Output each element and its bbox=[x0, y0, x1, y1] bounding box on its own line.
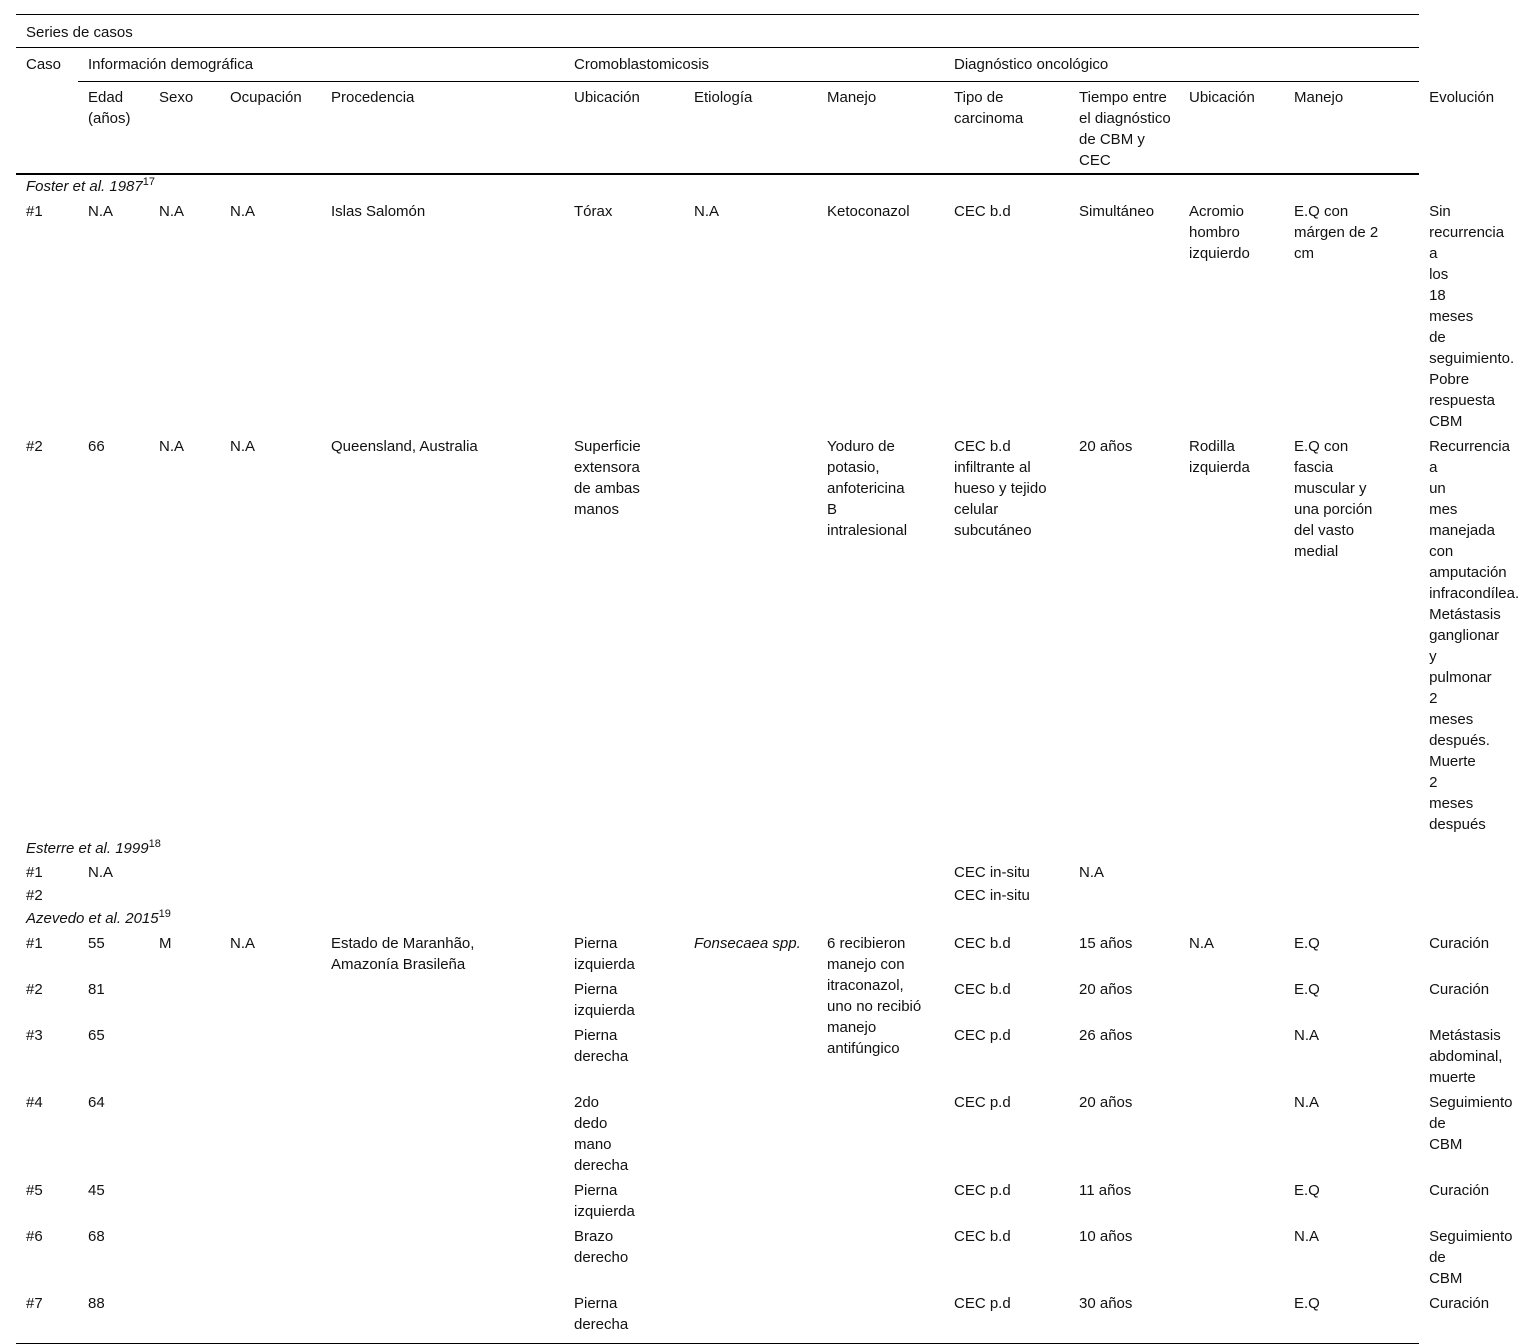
cell-empty bbox=[220, 884, 321, 907]
cell-tipo: CEC b.d bbox=[954, 203, 1011, 220]
cell-sexo: M bbox=[159, 935, 172, 952]
cell-empty bbox=[684, 861, 817, 884]
cell-caso: #2 bbox=[26, 981, 43, 998]
cell-tipo: CEC b.d infiltrante al hueso y tejido celular subcutáneo bbox=[954, 438, 1047, 539]
cell-empty bbox=[684, 1178, 817, 1224]
source-title: Azevedo et al. 2015 bbox=[26, 910, 159, 927]
cell-ubicacion-cbm: 2do dedo mano derecha bbox=[574, 1094, 629, 1174]
cell-empty bbox=[684, 1090, 817, 1178]
group-header-row bbox=[16, 48, 1419, 82]
cell-ubicacion-cbm: Pierna derecha bbox=[574, 1027, 629, 1065]
table-row: #5 45 Pierna izquierda CEC p.d 11 años E.Q Curación bbox=[16, 1178, 1419, 1224]
cell-caso: #2 bbox=[26, 887, 43, 904]
cell-tipo: CEC p.d bbox=[954, 1094, 1011, 1111]
source-row bbox=[16, 174, 1419, 199]
cell-caso: #1 bbox=[26, 935, 43, 952]
cell-tipo: CEC p.d bbox=[954, 1182, 1011, 1199]
cell-manejo-cec: E.Q con márgen de 2 cm bbox=[1294, 203, 1379, 262]
cell-empty bbox=[149, 977, 220, 1023]
case-series-table-container bbox=[16, 14, 1519, 1344]
cell-tipo: CEC in-situ bbox=[954, 887, 1030, 904]
cell-tipo: CEC b.d bbox=[954, 1228, 1011, 1245]
cell-empty bbox=[1179, 1023, 1284, 1090]
cell-empty bbox=[1179, 1224, 1284, 1291]
cell-empty bbox=[78, 884, 149, 907]
cell-caso: #5 bbox=[26, 1182, 43, 1199]
cell-empty bbox=[321, 1178, 564, 1224]
table-caption: Series de casos bbox=[26, 24, 133, 41]
cell-ubicacion-cbm: Pierna izquierda bbox=[574, 981, 635, 1019]
cell-tiempo: 20 años bbox=[1079, 1094, 1133, 1111]
cell-empty bbox=[321, 1224, 564, 1291]
cell-empty bbox=[1179, 861, 1284, 884]
source-ref: 19 bbox=[158, 908, 171, 920]
cell-tipo: CEC p.d bbox=[954, 1295, 1011, 1312]
cell-ubicacion-cec: Rodilla izquierda bbox=[1189, 438, 1250, 476]
cell-empty bbox=[220, 1291, 321, 1337]
cell-manejo-cec: E.Q bbox=[1294, 1182, 1320, 1199]
cell-empty bbox=[220, 977, 321, 1023]
cell-ocupacion: N.A bbox=[230, 438, 256, 455]
cell-empty bbox=[220, 1224, 321, 1291]
table-row bbox=[16, 861, 1419, 884]
cell-empty bbox=[817, 861, 944, 884]
cell-empty bbox=[684, 1291, 817, 1337]
cell-ubicacion-cbm: Superficie extensora de ambas manos bbox=[574, 438, 641, 518]
cell-edad: 81 bbox=[88, 981, 105, 998]
cell-procedencia: Queensland, Australia bbox=[331, 438, 478, 455]
header-oncologico: Diagnóstico oncológico bbox=[944, 48, 1419, 82]
source-label bbox=[16, 837, 1419, 861]
source-ref: 17 bbox=[142, 176, 155, 188]
header-caso: Caso bbox=[16, 48, 78, 175]
cell-empty bbox=[684, 1023, 817, 1090]
cell-empty bbox=[220, 1023, 321, 1090]
cell-manejo-cec: E.Q bbox=[1294, 1295, 1320, 1312]
cell-empty bbox=[1069, 884, 1179, 907]
cell-ubicacion-cbm: Brazo derecho bbox=[574, 1228, 629, 1266]
subheader-procedencia: Procedencia bbox=[331, 89, 415, 106]
subheader-tipo-carcinoma: Tipo de carcinoma bbox=[954, 89, 1024, 127]
table-title-row bbox=[16, 15, 1419, 48]
cell-ubicacion-cbm: Tórax bbox=[574, 203, 613, 220]
cell-tipo: CEC b.d bbox=[954, 935, 1011, 952]
cell-manejo-cec: E.Q bbox=[1294, 935, 1320, 952]
source-row bbox=[16, 837, 1419, 861]
cell-caso: #2 bbox=[26, 438, 43, 455]
cell-manejo-cec: E.Q con fascia muscular y una porción del vasto medial bbox=[1294, 438, 1373, 560]
source-label bbox=[16, 174, 1419, 199]
table-bottom-rule bbox=[16, 1337, 1419, 1344]
header-cromoblastomicosis: Cromoblastomicosis bbox=[564, 48, 944, 82]
table-row: #3 65 Pierna derecha CEC p.d 26 años N.A Metástasis abdominal, muerte bbox=[16, 1023, 1419, 1090]
cell-etiologia bbox=[684, 434, 817, 837]
cell-ubicacion-cbm: Pierna izquierda bbox=[574, 935, 635, 973]
cell-empty bbox=[321, 884, 564, 907]
cell-ubicacion-cec: Acromio hombro izquierdo bbox=[1189, 203, 1250, 262]
cell-edad: 88 bbox=[88, 1295, 105, 1312]
cell-caso: #1 bbox=[26, 203, 43, 220]
cell-empty bbox=[1179, 1291, 1284, 1337]
cell-tipo: CEC in-situ bbox=[954, 864, 1030, 881]
bottom-rule-cell bbox=[16, 1337, 1419, 1344]
cell-caso: #4 bbox=[26, 1094, 43, 1111]
cell-tiempo: 26 años bbox=[1079, 1027, 1133, 1044]
cell-empty bbox=[149, 1090, 220, 1178]
cell-caso: #6 bbox=[26, 1228, 43, 1245]
cell-empty bbox=[149, 1291, 220, 1337]
cell-sexo: N.A bbox=[159, 203, 185, 220]
cell-manejo-cbm: Ketoconazol bbox=[827, 203, 910, 220]
cell-ocupacion: N.A bbox=[230, 203, 256, 220]
subheader-manejo-cec: Manejo bbox=[1294, 89, 1344, 106]
cell-manejo-cec: N.A bbox=[1294, 1027, 1320, 1044]
source-title: Esterre et al. 1999 bbox=[26, 840, 149, 857]
cell-empty bbox=[1179, 884, 1284, 907]
cell-ubicacion-cbm: Pierna izquierda bbox=[574, 1182, 635, 1220]
source-label bbox=[16, 907, 1419, 931]
cell-etiologia: Fonsecaea spp. bbox=[694, 935, 801, 952]
cell-empty bbox=[1179, 1178, 1284, 1224]
cell-tiempo: Simultáneo bbox=[1079, 203, 1155, 220]
table-row: #2 66 N.A N.A Queensland, Australia Superficie extensora de ambas manos Yoduro de potasio, anfotericina B intralesional CEC b.d infiltrante al hueso y tejido celular subcutáneo 20 años Rodilla izquierda E.Q con fascia muscular y una porción del vasto medial Recurrencia a un mes manejada con amputación infracondílea. Metástasis ganglionar y pulmonar 2 meses después. Muerte 2 meses después bbox=[16, 434, 1419, 837]
table-row: #7 88 Pierna derecha CEC p.d 30 años E.Q Curación bbox=[16, 1291, 1419, 1337]
cell-empty bbox=[220, 861, 321, 884]
cell-tiempo: 11 años bbox=[1079, 1182, 1132, 1199]
subheader-edad: Edad (años) bbox=[88, 89, 131, 127]
subheader-ocupacion: Ocupación bbox=[230, 89, 302, 106]
source-title: Foster et al. 1987 bbox=[26, 178, 143, 195]
subheader-tiempo: Tiempo entre el diagnóstico de CBM y CEC bbox=[1079, 89, 1171, 169]
subheader-row: Edad (años) Sexo Ocupación Procedencia Ubicación Etiología Manejo Tipo de carcinoma Tiempo entre el diagnóstico de CBM y CEC Ubicación Manejo Evolución bbox=[16, 82, 1419, 175]
cell-edad: 66 bbox=[88, 438, 105, 455]
cell-edad: N.A bbox=[88, 203, 114, 220]
cell-empty bbox=[149, 861, 220, 884]
cell-empty bbox=[817, 1291, 944, 1337]
cell-empty bbox=[149, 1224, 220, 1291]
subheader-etiologia: Etiología bbox=[694, 89, 753, 106]
cell-manejo-cbm: 6 recibieron manejo con itraconazol, uno no recibió manejo antifúngico bbox=[827, 935, 922, 1057]
cell-empty bbox=[564, 861, 684, 884]
cell-procedencia: Estado de Maranhão, Amazonía Brasileña bbox=[331, 935, 475, 973]
cell-edad: N.A bbox=[88, 864, 114, 881]
cell-empty bbox=[1284, 861, 1419, 884]
cell-tiempo: 30 años bbox=[1079, 1295, 1133, 1312]
cell-caso: #7 bbox=[26, 1295, 43, 1312]
cell-tiempo: 10 años bbox=[1079, 1228, 1133, 1245]
cell-empty bbox=[149, 1023, 220, 1090]
table-row bbox=[16, 884, 1419, 907]
cell-caso: #3 bbox=[26, 1027, 43, 1044]
cell-empty bbox=[321, 861, 564, 884]
cell-empty bbox=[321, 1291, 564, 1337]
subheader-ubicacion-cbm: Ubicación bbox=[574, 89, 640, 106]
table-row: #6 68 Brazo derecho CEC b.d 10 años N.A Seguimiento de CBM bbox=[16, 1224, 1419, 1291]
table-row: #4 64 2do dedo mano derecha CEC p.d 20 años N.A Seguimiento de CBM bbox=[16, 1090, 1419, 1178]
cell-tiempo: 15 años bbox=[1079, 935, 1133, 952]
cell-manejo-cec: N.A bbox=[1294, 1094, 1320, 1111]
cell-etiologia: N.A bbox=[694, 203, 720, 220]
table-row: #1 55 M N.A Estado de Maranhão, Amazonía Brasileña Pierna izquierda Fonsecaea spp. 6 recibieron manejo con itraconazol, uno no recibió manejo antifúngico CEC b.d 15 años N.A E.Q Curación bbox=[16, 931, 1419, 977]
cell-empty bbox=[684, 884, 817, 907]
cell-ocupacion: N.A bbox=[230, 935, 256, 952]
source-ref: 18 bbox=[148, 838, 161, 850]
table-row: #1 N.A N.A N.A Islas Salomón Tórax N.A Ketoconazol CEC b.d Simultáneo Acromio hombro izquierdo E.Q con márgen de 2 cm Sin recurrencia a los 18 meses de seguimiento. Pobre respuesta CBM bbox=[16, 199, 1419, 434]
case-series-table bbox=[16, 14, 1519, 1344]
cell-edad: 68 bbox=[88, 1228, 105, 1245]
subheader-manejo-cbm: Manejo bbox=[827, 89, 877, 106]
cell-tipo: CEC b.d bbox=[954, 981, 1011, 998]
subheader-ubicacion-cec: Ubicación bbox=[1189, 89, 1255, 106]
cell-empty bbox=[149, 884, 220, 907]
cell-tipo: CEC p.d bbox=[954, 1027, 1011, 1044]
cell-manejo-cbm: Yoduro de potasio, anfotericina B intralesional bbox=[827, 438, 908, 539]
cell-empty bbox=[817, 884, 944, 907]
cell-edad: 55 bbox=[88, 935, 105, 952]
cell-manejo-cec: E.Q bbox=[1294, 981, 1320, 998]
cell-empty bbox=[1179, 1090, 1284, 1178]
cell-procedencia: Islas Salomón bbox=[331, 203, 426, 220]
cell-empty bbox=[1284, 884, 1419, 907]
cell-edad: 45 bbox=[88, 1182, 105, 1199]
cell-empty bbox=[220, 1178, 321, 1224]
cell-ubicacion-cbm: Pierna derecha bbox=[574, 1295, 629, 1333]
cell-sexo: N.A bbox=[159, 438, 185, 455]
subheader-sexo: Sexo bbox=[159, 89, 194, 106]
source-row bbox=[16, 907, 1419, 931]
cell-empty bbox=[149, 1178, 220, 1224]
cell-empty bbox=[564, 884, 684, 907]
cell-empty bbox=[1179, 977, 1284, 1023]
cell-tiempo: 20 años bbox=[1079, 438, 1133, 455]
header-demografica: Información demográfica bbox=[78, 48, 564, 82]
cell-tiempo: 20 años bbox=[1079, 981, 1133, 998]
cell-caso: #1 bbox=[26, 864, 43, 881]
cell-manejo-cec: N.A bbox=[1294, 1228, 1320, 1245]
cell-edad: 65 bbox=[88, 1027, 105, 1044]
cell-empty bbox=[684, 1224, 817, 1291]
cell-edad: 64 bbox=[88, 1094, 105, 1111]
cell-tiempo: N.A bbox=[1079, 864, 1105, 881]
cell-empty bbox=[220, 1090, 321, 1178]
cell-ubicacion-cec: N.A bbox=[1189, 935, 1215, 952]
table-row: #2 81 Pierna izquierda CEC b.d 20 años E.Q Curación bbox=[16, 977, 1419, 1023]
